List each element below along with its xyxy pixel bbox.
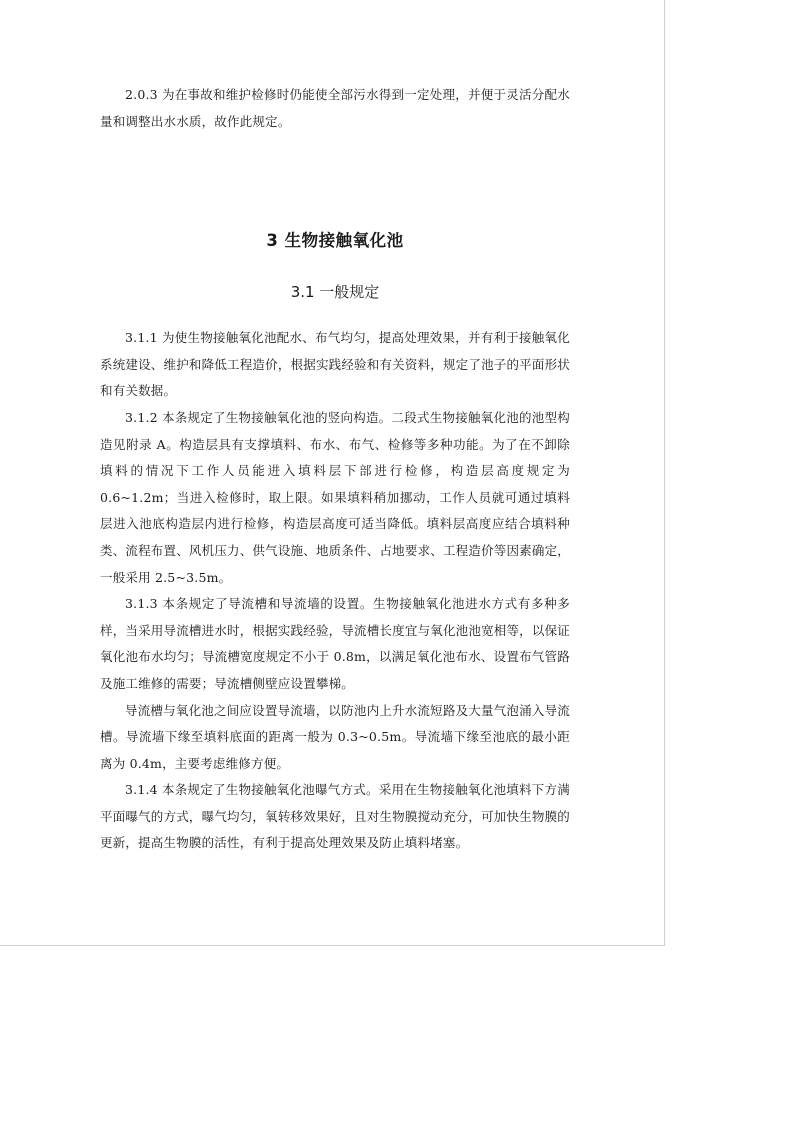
page-content (100, 82, 570, 857)
section-title: 3.1 一般规定 (290, 283, 380, 302)
paragraph-3-1-3-continued: 导流槽与氧化池之间应设置导流墙，以防池内上升水流短路及大量气泡涌入导流槽。导流墙下缘至填料底面的距离一般为 0.3~0.5m。导流墙下缘至池底的最小距离为 0.4m，主要考虑维修方便。 (100, 702, 570, 771)
paragraph-2-0-3: 2.0.3 为在事故和维护检修时仍能使全部污水得到一定处理，并便于灵活分配水量和调整出水水质，故作此规定。 (100, 87, 570, 129)
chapter-title: 3 生物接触氧化池 (266, 231, 404, 251)
paragraph-3-1-4: 3.1.4 本条规定了生物接触氧化池曝气方式。采用在生物接触氧化池填料下方满平面曝气的方式，曝气均匀，氧转移效果好，且对生物膜搅动充分，可加快生物膜的更新，提高生物膜的活性，有利于提高处理效果及防止填料堵塞。 (100, 782, 570, 851)
section-spacer (100, 135, 570, 227)
paragraph-3-1-3: 3.1.3 本条规定了导流槽和导流墙的设置。生物接触氧化池进水方式有多种多样，当采用导流槽进水时，根据实践经验，导流槽长度宜与氧化池池宽相等，以保证氧化池布水均匀；导流槽宽度规定不小于 0.8m，以满足氧化池布水、设置布气管路及施工维修的需要；导流槽侧壁应设置攀梯。 (100, 596, 570, 691)
paragraph-3-1-1: 3.1.1 为使生物接触氧化池配水、布气均匀，提高处理效果，并有利于接触氧化系统建设、维护和降低工程造价，根据实践经验和有关资料，规定了池子的平面形状和有关数据。 (100, 330, 570, 399)
paragraph-3-1-2: 3.1.2 本条规定了生物接触氧化池的竖向构造。二段式生物接触氧化池的池型构造见附录 A。构造层具有支撑填料、布水、布气、检修等多种功能。为了在不卸除填料的情况下工作人员能进入填料层下部进行检修，构造层高度规定为 0.6~1.2m；当进入检修时，取上限。如果填料稍加挪动，工作人员就可通过填料层进入池底构造层内进行检修，构造层高度可适当降低。填料层高度应结合填料种类、流程布置、风机压力、供气设施、地质条件、占地要求、工程造价等因素确定，一般采用 2.5~3.5m。 (100, 409, 570, 585)
